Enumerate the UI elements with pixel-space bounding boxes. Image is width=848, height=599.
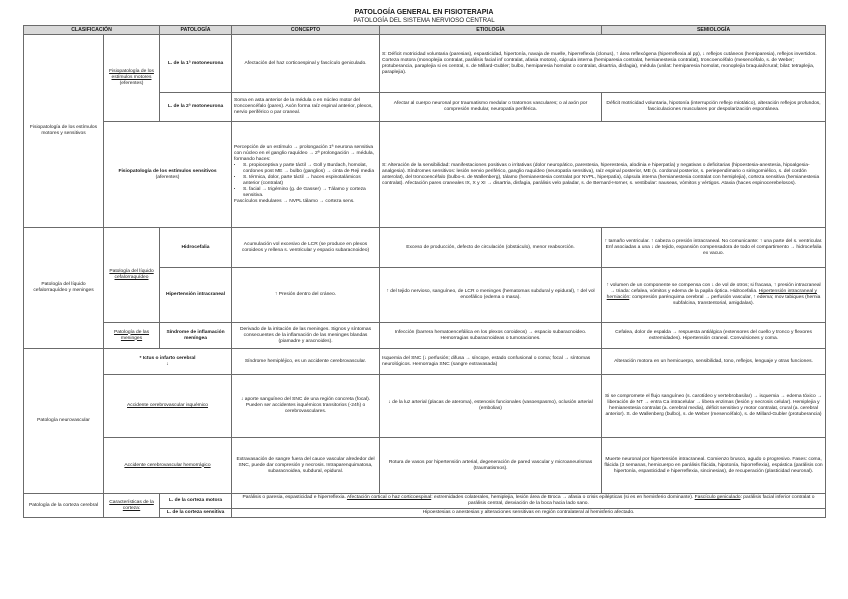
semiologia-hipertension-underlined: Hipertensión intracraneal y herniación <box>606 289 817 300</box>
concepto-isquemico: ↓ aporte sanguíneo del SNC de una región concreta (focal). Pueden ser accidentes isquémicos transitorios (-24h) o cerebrovasculares. <box>232 375 380 438</box>
patologia-sensitivos <box>104 122 232 228</box>
patologia-meningea: Síndrome de inflamación meníngea <box>160 323 232 349</box>
etiologia-hipertension: ↑ del tejido nervioso, sanguíneo, de LCR o meninges (hematomas subdural y epidural), ↑ del vol encefálico (edema o masa). <box>380 268 602 323</box>
corteza-motora-underlined-1: Afectación cortical o haz corticoespinal <box>346 495 432 500</box>
semiologia-meningea: Cefalea, dolor de espalda → respuesta antiálgica (extensores del cuello y tronco y flexores extremidades). Hipertensión craneal. Convulsiones y coma. <box>602 323 826 349</box>
header-semiologia: SEMIOLOGÍA <box>602 26 826 35</box>
patologia-1a-motoneurona: L. de la 1ª motoneurona <box>160 35 232 93</box>
patologia-hipertension: Hipertensión intracraneal <box>160 268 232 323</box>
semiologia-ictus: Alteración motora en un hemicuerpo, sensibilidad, tono, reflejos, lenguaje y otras funciones. <box>602 349 826 375</box>
meninges-label: Patología de las meninges <box>104 323 160 349</box>
table-row <box>24 375 826 438</box>
document-title: PATOLOGÍA GENERAL EN FISIOTERAPIA <box>354 9 494 16</box>
patologia-hidrocefalia: Hidrocefalia <box>160 228 232 268</box>
concepto-2a-motoneurona: Soma en asta anterior de la médula o en núcleo motor del troncoencéfalo (pares). Axón forma raíz espinal anterior, plexos, nervio periférico o par craneal. <box>232 93 380 122</box>
semiologia-hidrocefalia: ↑ tamaño ventricular. ↑ cabeza o presión intracraneal. No comunicante: ↑ una parte del s. ventricular. Enf asociadas a una ↓ de tejido, expansión compensadora de todo el compartimento → hidrocefalia ex vacuo. <box>602 228 826 268</box>
concepto-sensitivos-list <box>234 163 377 199</box>
semiologia-hipertension-pre: ↑ volumen de un componente se compensa con ↓ de vol de otros; si fracasa, ↑ presión intracraneal → triada: cefalea, vómitos y edema de la papila óptica. Hidrocefalia. <box>606 283 821 294</box>
concepto-sensitivos-outro: Fascículos medulares → NVPL tálamo → corteza sens. <box>234 198 355 204</box>
group-label-neurovascular: Patología neurovascular <box>24 349 104 494</box>
patologia-2a-motoneurona: L. de la 2ª motoneurona <box>160 93 232 122</box>
header-clasificacion: CLASIFICACIÓN <box>24 26 160 35</box>
semiologia-isquemico: Si se compromete el flujo sanguíneo (s. carotídeo y vertebrobasilar) → isquemia → edema tóxico → liberación de NT → entra Ca intracelular → libera enzimas (lesión y necrosis celular). Hemiplejia y hemianestesia contralat (a. cerebral media), déficit sensitivo y motor contralat, crural (a. cerebral anterior). S. de Wallenberg (bulbo), s. de Weber (mesencéfalo), s. de Millard-Gubler (protuberancia) <box>602 375 826 438</box>
motores-label: Fisiopatología de los estímulos motores <box>109 69 154 80</box>
concepto-hipertension: ↑ Presión dentro del cráneo. <box>232 268 380 323</box>
list-item: • S. térmica, dolor, parte táctil → haces espinotalámicos anterior (contralat) <box>243 175 377 187</box>
sensitivos-sublabel: (aferentes) <box>155 174 180 180</box>
etiologia-isquemico: ↓ de la luz arterial (placas de ateroma), estenosis funcionales (vasoespasmo), oclusión arterial (embolias) <box>380 375 602 438</box>
semiologia-hipertension-post: : compresión parénquima cerebral → perfusión vascular, ↑ edema; mov tabiques (hernia subfalcina, transtentorial, amigdalas). <box>629 295 821 306</box>
header-patologia: PATOLOGÍA <box>160 26 232 35</box>
table-row <box>24 122 826 228</box>
table-row <box>24 349 826 375</box>
concepto-sensitivos <box>232 122 380 228</box>
ictus-label: * Ictus o infarto cerebral <box>139 355 196 361</box>
semiologia-sensitivos: S: Alteración de la sensibilidad: manifestaciones positivas o irritativas (dolor neuropático, parestesia, hiperestesia, alodinia e hiperpatía) y negativas o deficitarias (hipoestesia-anestesia, hipoalgesia-analgesia). Síndromes sensitivos: lesión nervio periférico, ganglio raquídeo (neuropatía sensitiva), raíz espinal posterior, ME (s. cordonal posterior, s. periependimario o siringomiélico, s. del cordón anterolat), del troncoencéfalo (bulbo-s. de Wallenberg), tálamo (hemianestesia contralat por NVPL, hiperpatía), cápsula interna (hemianestesia contralat con hemiplejia), corteza sensitiva (hemianestesia contralat). Afectación pares craneales IX, X y XI → disartria, disfagia, parálisis velo paladar, s. de Bernard-Horner, s. vestibular: nauseas, vómitos y vértigos. Ataxia (haces espinocerebelosos). <box>380 122 826 228</box>
texto-corteza-sensitiva: Hipoestesias o anestesias y alteraciones sensitivas en región contralateral al hemisferio afectado. <box>232 509 826 518</box>
table-header-row <box>24 26 826 35</box>
etiologia-hidrocefalia: Exceso de producción, defecto de circulación (obstáculo), menor reabsorción. <box>380 228 602 268</box>
isquemico-label: Accidente cerebrovascular isquémico <box>104 375 232 438</box>
semiologia-2a-motoneurona: Déficit motricidad voluntaria, hipotonía (interrupción reflejo miotático), alteración reflejos profundos, fasciculaciones musculares por despolarización espontánea. <box>602 93 826 122</box>
list-item: • S. propioceptiva y parte táctil → Goll y Burdach, homolat, cordones post ME → bulbo (ganglios) → cinta de Reji media <box>243 163 377 175</box>
table-row <box>24 35 826 93</box>
table-row <box>24 494 826 509</box>
concepto-ictus: Síndrome hemipléjico, es un accidente cerebrovascular. <box>232 349 380 375</box>
hemorragico-label: Accidente cerebrovascular hemorrágico <box>104 438 232 494</box>
sensitivos-label: Fisiopatología de los estímulos sensitivos <box>118 168 217 174</box>
caract-corteza-label: Características de la corteza: <box>104 494 160 518</box>
header-concepto: CONCEPTO <box>232 26 380 35</box>
list-item: • S. facial → trigémino (g. de Gasser) → Tálamo y corteza sensitiva. <box>243 187 377 199</box>
etiologia-ictus: Isquemia del SNC (↓ perfusión; difusa → síncope, estado confusional o coma; focal → síntomas neurológicos. Hemorragia SNC (sangre extravasada) <box>380 349 602 375</box>
texto-corteza-motora <box>232 494 826 509</box>
header-etiologia: ETIOLOGÍA <box>380 26 602 35</box>
corteza-motora-text-b: : extremidades colaterales, hemiplejia, lesión área de Broca → afasia o crisis epilépticas (si es en hemisferio dominante). <box>431 495 695 500</box>
table-row <box>24 438 826 494</box>
group-label-fisiopatologia: Fisiopatología de los estímulos motores y sensitivos <box>24 35 104 228</box>
etiologia-hemorragico: Rotura de vasos por hipertensión arterial, degeneración de pared vascular y microaneurismas (traumatismos). <box>380 438 602 494</box>
corteza-motora-text-c: : parálisis facial inferior contralat o parálisis central, desviación de la boca hacia lado sano. <box>468 495 815 506</box>
motores-sublabel: (eferentes) <box>119 81 144 86</box>
concepto-hemorragico: Extravasación de sangre fuera del cauce vascular alrededor del SNC, puede dar compresión y necrosis. Intraparenquimatosa, subaracnoidea, subdural, epidural. <box>232 438 380 494</box>
concepto-hidrocefalia: Acumulación vol excesivo de LCR (se produce en plexos coroideos y rellena s. ventricular y espacio subaracnoideo) <box>232 228 380 268</box>
concepto-1a-motoneurona: Afectación del haz corticoespinal y fascículo geniculado. <box>232 35 380 93</box>
ictus-arrow: ↓ <box>166 361 169 367</box>
lcr-label: Patología del líquido cefalorraquídeo <box>104 228 160 323</box>
semiologia-1a-motoneurona <box>380 35 826 93</box>
pathology-table <box>23 25 826 518</box>
group-label-corteza: Patología de la corteza cerebral <box>24 494 104 518</box>
etiologia-2a-motoneurona: Afectar al cuerpo neuronal por traumatismo medular o tratornos vasculares; o al axón por compresión medular, neuropatía periférica. <box>380 93 602 122</box>
semiologia-1a-text: S: Déficit motricidad voluntaria (paresias), espasticidad, hipertonía, navaja de muelle, hiperreflexia (clonus), ↑ área reflexógena (hiperreflexia al pp), ↓ reflejos cutáneos (hemiparesia), reflejos invertidos. Corteza motora (monoplejia contralat, parálisis facial inf contralat, afasia motora), cápsula interna (hemiparesia contralat, hemianestesia contralat), troncoencéfalo (mesencéfalo, s. de Weber; protuberancia, paraplejia si es central, s. de Millard-Gubler; bulbo, hemiparesia homolat o contralat, disartria, disfagia), médula (unilat: hemiparesia homolat, monoplejia braquial/crural; bilat: tetraplejia, paraplejia). <box>382 51 817 75</box>
concepto-sensitivos-intro: Percepción de un estímulo → prolongación 1ª neurona sensitiva con núcleo en el ganglio raquídeo → 2ª prolongación → médula, formando haces: <box>234 144 374 162</box>
patologia-corteza-motora: L. de la corteza motora <box>160 494 232 509</box>
etiologia-meningea: Infección (barrera hematoencefálica en los plexos coroideos) → espacio subaracnoideo. Hemorragias subaracnoideas o tumoraciones. <box>380 323 602 349</box>
semiologia-hemorragico: Muerte neuronal por hipertensión intracraneal. Comienzo brusco, agudo o progresivo. Fases: coma, flácida (3 semanas, hemicuerpo en parálisis flácida, hipotonía, hiporreflexia), espástica (parálisis con hipertonía, espasticidad e hiperreflexia, sincinesias), de recuperación (plasticidad neuronal). <box>602 438 826 494</box>
table-row <box>24 228 826 268</box>
ictus-label-cell <box>104 349 232 375</box>
corteza-motora-text-a: Parálisis o paresia, espasticidad e hiperreflexia. <box>242 495 347 500</box>
semiologia-hipertension <box>602 268 826 323</box>
group-label-lcr-meninges: Patología del líquido cefalorraquídeo y meninges <box>24 228 104 349</box>
corteza-motora-underlined-2: Fascículo geniculado <box>694 495 741 500</box>
motores-label-cell <box>104 35 160 122</box>
table-row <box>24 323 826 349</box>
concepto-meningea: Derivado de la irritación de las meninges. Signos y síntomas consecuentes de la inflamación de las meninges blandas (piamadre y aracnoides). <box>232 323 380 349</box>
document-subtitle: PATOLOGÍA DEL SISTEMA NERVIOSO CENTRAL <box>353 17 495 24</box>
patologia-corteza-sensitiva: L. de la corteza sensitiva <box>160 509 232 518</box>
